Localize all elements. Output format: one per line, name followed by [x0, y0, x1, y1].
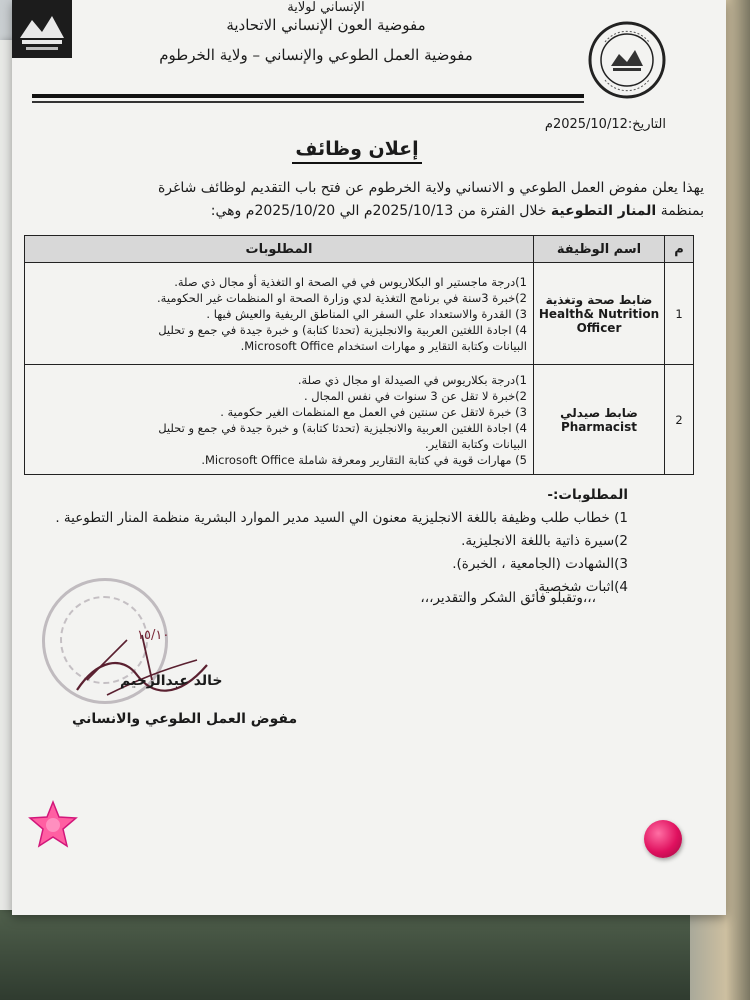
- header-divider-thin: [32, 101, 584, 103]
- position-title-ar: ضابط صيدلي: [560, 405, 638, 420]
- organization-name: المنار التطوعية: [550, 203, 657, 219]
- requirement-line: 5) مهارات قوية في كتابة التقارير ومعرفة شاملة Microsoft Office.: [201, 452, 527, 467]
- humanitarian-aid-commission-seal: [585, 20, 669, 100]
- header-requirements: المطلوبات: [25, 236, 534, 263]
- signatory-title: مفوض العمل الطوعي والانساني: [72, 711, 298, 727]
- pink-round-pushpin: [644, 820, 682, 858]
- requirement-line: 4) اجادة اللغتين العربية والانجليزية (تحدثا كتابة) و خبرة جيدة في جمع و تحليل: [158, 322, 527, 337]
- requirements-heading: المطلوبات:-: [547, 487, 628, 503]
- table-header-row: [25, 236, 694, 263]
- row-number: 2: [665, 365, 694, 475]
- application-requirement-item: 4)اثبات شخصية.: [534, 579, 628, 595]
- position-title-en: Health& Nutrition Officer: [538, 306, 660, 335]
- position-title-ar: ضابط صحة وتغذية: [545, 292, 653, 307]
- requirement-line: 1)درجة بكلاريوس في الصيدلة او مجال ذي صلة.: [297, 372, 527, 387]
- requirement-line: البيانات وكتابة التقاير و مهارات استخدام Microsoft Office.: [240, 338, 527, 353]
- intro-line-2: [24, 203, 704, 219]
- header-number: م: [665, 236, 694, 263]
- header-divider-thick: [32, 94, 584, 98]
- row-number: 1: [665, 263, 694, 365]
- application-requirement-item: 1) خطاب طلب وظيفة باللغة الانجليزية معنون الي السيد مدير الموارد البشرية منظمة المنار التطوعية .: [55, 510, 628, 526]
- intro-prefix: بمنظمة: [660, 203, 704, 219]
- requirement-line: 3) القدرة والاستعداد علي السفر الي المناطق الريفية والعيش فيها .: [206, 306, 527, 321]
- table-row: [25, 365, 694, 475]
- intro-line-1: يهذا يعلن مفوض العمل الطوعي و الانساني ولاية الخرطوم عن فتح باب التقديم لوظائف شاغرة: [157, 180, 704, 196]
- application-requirement-item: 3)الشهادت (الجامعية ، الخبرة).: [452, 556, 628, 572]
- header-position: اسم الوظيفة: [534, 236, 665, 263]
- position-title-en: Pharmacist: [560, 419, 638, 434]
- table-row: [25, 263, 694, 365]
- intro-period: خلال الفترة من 2025/10/13م الي 2025/10/20م وهي:: [210, 203, 547, 219]
- position-cell: [534, 365, 665, 475]
- application-requirement-item: 2)سيرة ذاتية باللغة الانجليزية.: [461, 533, 628, 549]
- job-announcement-sheet: [12, 0, 726, 915]
- header-top-line: الإنساني لولاية: [287, 0, 365, 15]
- federal-commission-logo: [12, 0, 72, 58]
- header-federal-commission: مفوضية العون الإنساني الاتحادية: [226, 16, 426, 34]
- signatory-name: خالد عبدالرحيم: [120, 673, 223, 689]
- pink-star-pushpin: [26, 798, 80, 852]
- requirement-line: 2)خبرة لا تقل عن 3 سنوات في نفس المجال .: [303, 388, 527, 403]
- requirement-line: 3) خبرة لاتقل عن سنتين في العمل مع المنظمات الغير حكومية .: [220, 404, 527, 419]
- requirement-line: 1)درجة ماجستير او البكلاريوس في في الصحة او التغذية أو مجال ذي صلة.: [174, 274, 527, 289]
- requirements-cell: [25, 263, 534, 365]
- position-cell: [534, 263, 665, 365]
- requirement-line: البيانات وكتابة التقاير.: [424, 436, 527, 451]
- header-state-commission: مفوضية العمل الطوعي والإنساني – ولاية الخرطوم: [159, 46, 473, 64]
- closing-remark: ،،،وتقبلو فائق الشكر والتقدير،،،: [420, 590, 596, 606]
- requirements-cell: [25, 365, 534, 475]
- announcement-title: إعلان وظائف: [292, 138, 422, 164]
- requirement-line: 4) اجادة اللغتين العربية والانجليزية (تحدثا كتابة) و خبرة جيدة في جمع و تحليل: [158, 420, 527, 435]
- vacancies-table: [24, 235, 694, 475]
- announcement-date: التاريخ:2025/10/12م: [544, 117, 666, 132]
- signature-date: ١٥/١٠: [137, 628, 170, 643]
- requirement-line: 2)خبرة 3سنة في برنامج التغذية لدي وزارة الصحة او المنظمات غير الحكومية.: [157, 290, 527, 305]
